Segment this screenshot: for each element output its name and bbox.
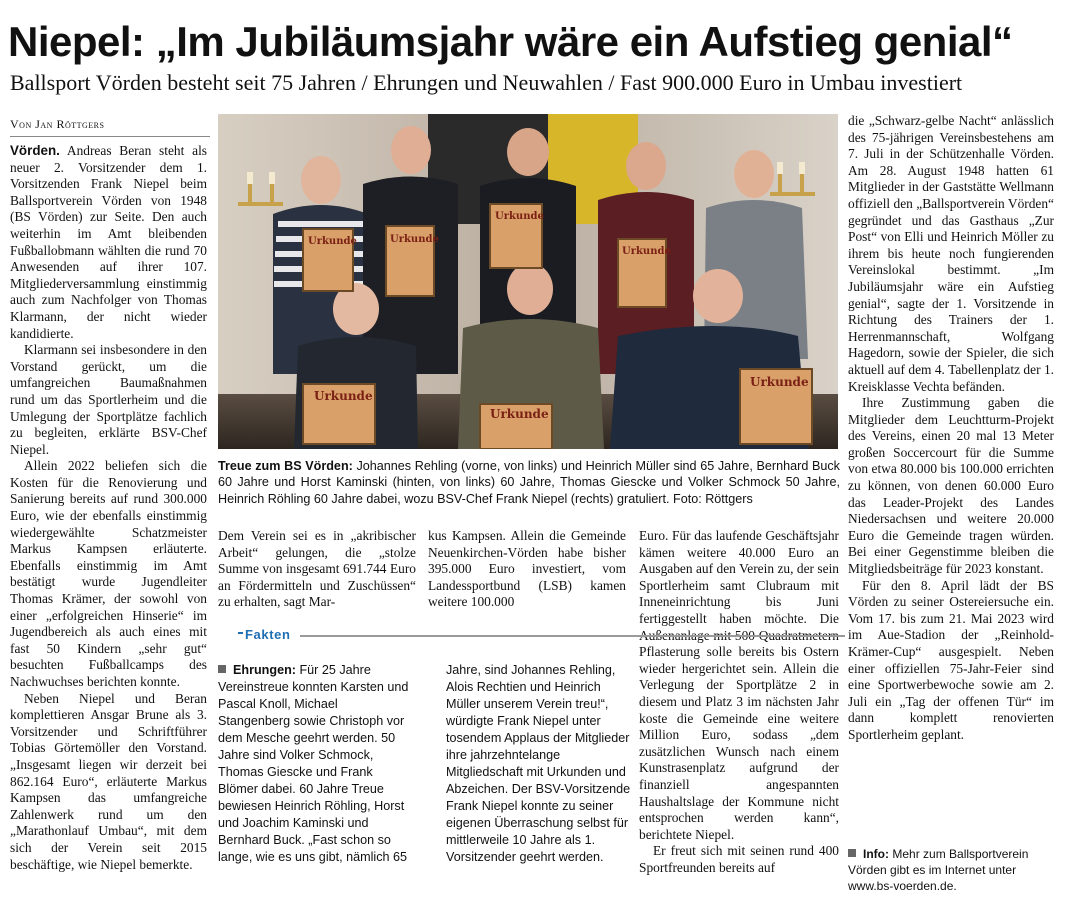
subheadline: Ballsport Vörden besteht seit 75 Jahren / Ehrungen und Neuwahlen / Fast 900.000 Euro in Umbau investiert (10, 70, 963, 95)
paragraph: die „Schwarz-gelbe Nacht“ anlässlich des 75-jährigen Vereinsbestehens am 7. Juli in der Schützenhalle Vörden. Am 28. August 1948 hatten 61 Mitglieder in der Gaststätte Wellmann offiziell den „Ballsportverein Vörden“ gegründet und das Gasthaus „Zur Post“ von Elli und Heinrich Möller zu ihrem bis heute noch fungierenden Vereinslokal bestimmt. „Im Jubiläumsjahr wäre ein Aufstieg genial“, sagte der 1. Vorsitzende in Richtung des Trainers der 1. Herrenmannschaft, Wolfgang Hagedorn, sowie der Spieler, die sich aktuell auf dem 4. Tabellenplatz der 1. Kreisklasse Vechta befänden. (848, 113, 1054, 394)
photo-credit: Foto: Röttgers (673, 491, 753, 506)
paragraph: Neben Niepel und Beran komplettieren Ansgar Brune als 3. Vorsitzender und Schriftführer Tobias Görtemöller den Vorstand. „Insgesamt liegen wir derzeit bei 862.164 Euro“, erläuterte Markus Kampsen das umfangreiche Zahlenwerk rund um den „Marathonlauf Umbau“, mit dem sich der Verein seit 2015 beschäftige, wie Niepel bemerkte. (10, 690, 207, 872)
info-lead: Info: (863, 847, 889, 861)
facts-text: Jahre, sind Johannes Rehling, Alois Rechtien und Heinrich Müller unserem Verein treu!“, würdigte Frank Niepel unter tosendem Applaus der Mitglieder ihre jahrzehntelange Mitgliedschaft mit Urkunden und Abzeichen. Der BSV-Vorsitzende Frank Niepel konnte zu seiner eigenen Überraschung selbst für mittlerweile 10 Jahre als 1. Vorsitzender geehrt werden. (446, 663, 631, 864)
photo-illustration (218, 114, 838, 449)
certificate-label: Urkunde (622, 246, 671, 257)
dateline: Vörden. (10, 143, 60, 158)
article-column-5 (848, 113, 1054, 744)
paragraph: Allein 2022 beliefen sich die Kosten für die Renovierung und Sanierung bereits auf rund 300.000 Euro, wie der ebenfalls einstimmig wiedergewählte Schatzmeister Markus Kampsen erläuterte. Ebenfalls einstimmig im Amt bestätigt wurde Jugendleiter Thomas Krämer, der sowohl von einer „erfolgreichen Hinserie“ im Jugendbereich als auch eines mit fast 50 Kindern „sehr gut“ besuchten Fußballcamps des Nachwuchses berichten konnte. (10, 458, 207, 689)
photo-caption (218, 458, 840, 507)
certificate-label: Urkunde (490, 407, 549, 421)
certificate-label: Urkunde (314, 389, 373, 403)
facts-rule (300, 635, 845, 637)
paragraph: Für den 8. April lädt der BS Vörden zu seiner Ostereiersuche ein. Vom 17. bis zum 21. Mai 2023 wird im Aue-Stadion der „Reinhold-Krämer-Cup“ ausgespielt. Neben einer offiziellen 75-Jahr-Feier sind eine Sportwerbewoche sowie am 2. Juli ein „Tag der offenen Tür“ im dann komplett renovierten Sportlerheim geplant. (848, 577, 1054, 742)
paragraph: Dem Verein sei es in „akribischer Arbeit“ gelungen, die „stolze Summe von insgesamt 691.744 Euro an Fördermitteln und Zuschüssen“ zu erhalten, sagt Mar- (218, 528, 416, 610)
paragraph: Euro. Für das laufende Geschäftsjahr kämen weitere 40.000 Euro an Ausgaben auf den Verein zu, der sein Sportlerheim samt Clubraum mit Inneneinrichtung bis Juni fertiggestellt haben möchte. Die Pflasterung solle bereits bis Ostern wieder hergerichtet sein. Allein die Verlegung der Sportplätze 2 in diesem und Platz 3 im nächsten Jahr koste die Gemeinde eine weitere Million Euro, sodass „dem zusätzlichen Wunsch nach einem Kunstrasenplatz aufgrund der finanziell angespannten Haushaltslage der Kommune nicht entsprochen werden kann“, berichtete Niepel. (639, 528, 839, 842)
facts-lead: Ehrungen: (233, 663, 296, 677)
headline: Niepel: „Im Jubiläumsjahr wäre ein Aufstieg genial“ (8, 18, 1013, 65)
facts-text: Für 25 Jahre Vereinstreue konnten Karsten und Pascal Knoll, Michael Stangenberg sowie Christoph vor dem Mesche geehrt werden. 50 Jahre sind Volker Schmock, Thomas Giescke und Frank Blömer dabei. 60 Jahre Treue bewiesen Heinrich Röhling, Horst und Joachim Kaminski und Bernhard Buck. „Fast schon so lange, wie es uns gibt, nämlich 65 (218, 663, 409, 864)
paragraph: Ihre Zustimmung gaben die Mitglieder dem Leuchtturm-Projekt des Vereins, einen 20 mal 13 Meter großen Soccercourt für die Summe von etwa 80.000 bis 100.000 errichten zu können, von denen 60.000 Euro das Leader-Projekt des Landes Niedersachsen und weitere 20.000 Euro die Gemeinde tragen würden. Bei einer Gegenstimme bleiben die Mitgliedsbeiträge für 2023 konstant. (848, 395, 1054, 577)
facts-column-2 (446, 662, 638, 866)
certificate-label: Urkunde (495, 211, 544, 222)
byline-text: Von Jan Röttgers (10, 117, 105, 131)
paragraph-text: Andreas Beran steht als neuer 2. Vorsitzender dem 1. Vorsitzenden Frank Niepel beim Ballsportverein Vörden von 1948 (BS Vörden) zur Seite. Den auch weiterhin im Amt bleibenden Fußballobmann wählten die rund 70 Anwesenden auf ihrer 107. Mitgliederversammlung einstimmig auch zum Nachfolger von Thomas Klarmann, der nicht wieder kandidierte. (10, 143, 207, 341)
certificate-label: Urkunde (308, 236, 357, 247)
paragraph: Er freut sich mit seinen rund 400 Sportfreunden bereits auf (639, 843, 839, 875)
info-text: Mehr zum Ballsportverein Vörden gibt es im Internet unter www.bs-voerden.de. (848, 847, 1029, 893)
caption-lead: Treue zum BS Vörden: (218, 459, 353, 473)
paragraph (10, 143, 207, 342)
facts-marker (238, 632, 243, 634)
certificate-label: Urkunde (390, 234, 439, 245)
group-photo (218, 114, 838, 449)
article-column-3 (428, 528, 626, 611)
byline (10, 117, 210, 137)
certificate-label: Urkunde (750, 375, 809, 389)
facts-title: Fakten (245, 627, 291, 642)
bullet-square-icon (848, 849, 856, 857)
article-column-1 (10, 143, 207, 873)
bullet-square-icon (218, 665, 226, 673)
paragraph: kus Kampsen. Allein die Gemeinde Neuenkirchen-Vörden habe bisher 395.000 Euro investiert, vom Landessportbund (LSB) kamen weitere 100.000 (428, 528, 626, 610)
caption-text: Johannes Rehling (vorne, von links) und Heinrich Müller sind 65 Jahre, Bernhard Buck 60 Jahre und Horst Kaminski (hinten, von links) 60 Jahre, Thomas Giescke und Volker Schmock 50 Jahre, Heinrich Röhling 60 Jahre dabei, wozu BSV-Chef Frank Niepel (rechts) gratuliert. (218, 459, 840, 506)
paragraph: Klarmann sei insbesondere in den Vorstand gerückt, um die umfangreichen Baumaßnahmen rund um das Sportlerheim und die Umlegung der Sportplätze fachlich zu begleiten, erklärte BSV-Chef Niepel. (10, 342, 207, 457)
info-box (848, 846, 1058, 894)
article-column-2 (218, 528, 416, 611)
facts-box-header (218, 625, 628, 645)
facts-column-1 (218, 662, 413, 866)
article-column-4 (639, 528, 839, 876)
